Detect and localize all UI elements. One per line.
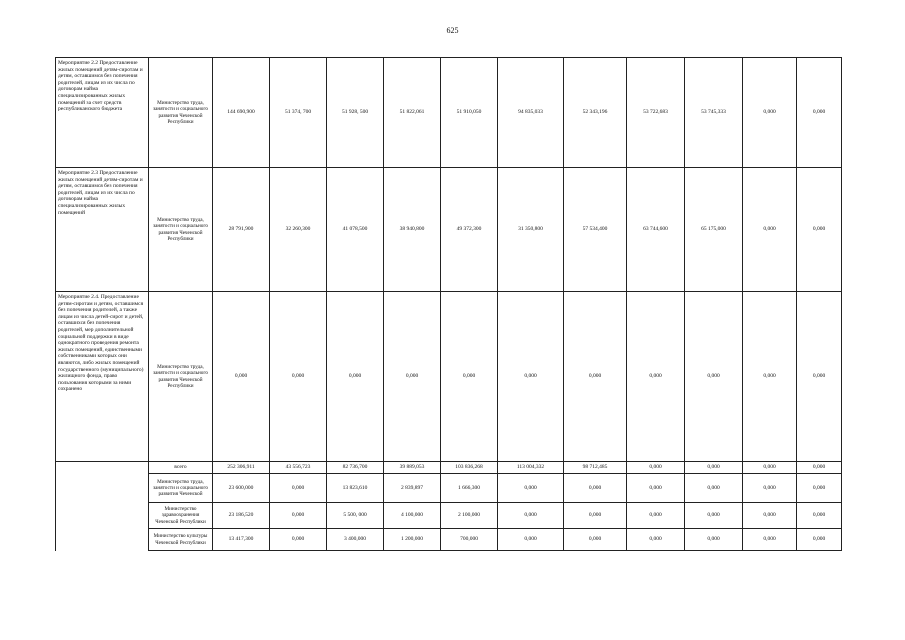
executor-cell: Министерство труда, занятости и социального развития Чеченской Республики bbox=[149, 168, 213, 292]
value-cell: 94 835,033 bbox=[498, 58, 564, 168]
value-cell: 13 823,610 bbox=[327, 474, 384, 503]
measure-description: Мероприятие 2.2 Предоставление жилых помещений детям-сиротам и детям, оставшимся без попечения родителей, лицам из их числа по договорам найма специализированных жилых помещений за счет средств республиканского бюджета bbox=[56, 58, 149, 168]
value-cell: 51 822,061 bbox=[384, 58, 441, 168]
value-cell: 23 186,520 bbox=[213, 503, 270, 529]
value-cell: 0,000 bbox=[627, 462, 685, 474]
value-cell: 0,000 bbox=[564, 503, 627, 529]
value-cell: 0,000 bbox=[743, 474, 797, 503]
executor-cell: Министерство здравоохранения Чеченской Республики bbox=[149, 503, 213, 529]
value-cell: 0,000 bbox=[685, 474, 743, 503]
table-row bbox=[56, 168, 842, 292]
value-cell: 23 600,000 bbox=[213, 474, 270, 503]
measure-description: Мероприятие 2.3 Предоставление жилых помещений детям-сиротам и детям, оставшимся без попечения родителей, лицам из их числа по договорам найма специализированных жилых помещений bbox=[56, 168, 149, 292]
value-cell: 51 928, 500 bbox=[327, 58, 384, 168]
value-cell: 0,000 bbox=[498, 474, 564, 503]
value-cell: 0,000 bbox=[797, 462, 842, 474]
executor-row bbox=[56, 529, 842, 551]
measure-description: Мероприятие 2.4. Предоставление детям-сиротам и детям, оставшимся без попечения родителей, а также лицам из числа детей-сирот и детей, оставшихся без попечения родителей, мер дополнительной социальной поддержки в виде однократного проведения ремонта жилых помещений, единственными собственниками которых они являются, либо жилых помещений государственного (муниципального) жилищного фонда, право пользования которыми за ними сохранено bbox=[56, 292, 149, 462]
executor-row bbox=[56, 474, 842, 503]
executor-cell: Министерство труда, занятости и социального развития Чеченской Республики bbox=[149, 58, 213, 168]
value-cell: 0,000 bbox=[743, 292, 797, 462]
value-cell: 49 372,300 bbox=[441, 168, 498, 292]
value-cell: 0,000 bbox=[797, 529, 842, 551]
value-cell: 4 100,000 bbox=[384, 503, 441, 529]
value-cell: 1 200,000 bbox=[384, 529, 441, 551]
value-cell: 39 889,053 bbox=[384, 462, 441, 474]
value-cell: 0,000 bbox=[685, 462, 743, 474]
value-cell: 144 690,900 bbox=[213, 58, 270, 168]
value-cell: 0,000 bbox=[685, 529, 743, 551]
value-cell: 0,000 bbox=[743, 58, 797, 168]
value-cell: 38 940,800 bbox=[384, 168, 441, 292]
value-cell: 98 712,485 bbox=[564, 462, 627, 474]
value-cell: 32 260,300 bbox=[270, 168, 327, 292]
value-cell: 3 400,000 bbox=[327, 529, 384, 551]
value-cell: 0,000 bbox=[627, 529, 685, 551]
value-cell: 0,000 bbox=[797, 503, 842, 529]
value-cell: 0,000 bbox=[441, 292, 498, 462]
value-cell: 0,000 bbox=[685, 503, 743, 529]
value-cell: 0,000 bbox=[743, 462, 797, 474]
value-cell: 53 722,683 bbox=[627, 58, 685, 168]
executor-cell: Министерство труда, занятости и социального развития Чеченской bbox=[149, 474, 213, 503]
value-cell: 31 350,800 bbox=[498, 168, 564, 292]
value-cell: 0,000 bbox=[564, 529, 627, 551]
value-cell: 41 078,500 bbox=[327, 168, 384, 292]
value-cell: 0,000 bbox=[270, 503, 327, 529]
value-cell: 65 175,000 bbox=[685, 168, 743, 292]
value-cell: 1 666,300 bbox=[441, 474, 498, 503]
value-cell: 0,000 bbox=[498, 529, 564, 551]
value-cell: 0,000 bbox=[498, 292, 564, 462]
value-cell: 0,000 bbox=[797, 58, 842, 168]
value-cell: 252 306,911 bbox=[213, 462, 270, 474]
value-cell: 43 556,723 bbox=[270, 462, 327, 474]
table-row bbox=[56, 292, 842, 462]
value-cell: 51 910,050 bbox=[441, 58, 498, 168]
total-label: всего bbox=[149, 462, 213, 474]
value-cell: 0,000 bbox=[498, 503, 564, 529]
value-cell: 13 417,300 bbox=[213, 529, 270, 551]
executor-cell: Министерство культуры Чеченской Республики bbox=[149, 529, 213, 551]
value-cell: 82 736,700 bbox=[327, 462, 384, 474]
page-number: 625 bbox=[446, 26, 459, 35]
value-cell: 113 004,332 bbox=[498, 462, 564, 474]
value-cell: 0,000 bbox=[270, 474, 327, 503]
value-cell: 0,000 bbox=[564, 292, 627, 462]
value-cell: 0,000 bbox=[384, 292, 441, 462]
value-cell: 52 343,196 bbox=[564, 58, 627, 168]
value-cell: 0,000 bbox=[743, 168, 797, 292]
value-cell: 0,000 bbox=[270, 529, 327, 551]
value-cell: 103 836,268 bbox=[441, 462, 498, 474]
value-cell: 0,000 bbox=[627, 474, 685, 503]
value-cell: 0,000 bbox=[627, 292, 685, 462]
executor-row bbox=[56, 503, 842, 529]
value-cell: 0,000 bbox=[797, 474, 842, 503]
value-cell: 57 534,400 bbox=[564, 168, 627, 292]
value-cell: 0,000 bbox=[327, 292, 384, 462]
total-row bbox=[56, 462, 842, 474]
value-cell: 2 839,897 bbox=[384, 474, 441, 503]
value-cell: 0,000 bbox=[270, 292, 327, 462]
value-cell: 0,000 bbox=[797, 168, 842, 292]
executor-cell: Министерство труда, занятости и социального развития Чеченской Республики bbox=[149, 292, 213, 462]
blank-cell bbox=[56, 462, 149, 551]
budget-table bbox=[55, 57, 842, 551]
value-cell: 0,000 bbox=[627, 503, 685, 529]
value-cell: 63 744,600 bbox=[627, 168, 685, 292]
value-cell: 0,000 bbox=[213, 292, 270, 462]
value-cell: 51 374, 700 bbox=[270, 58, 327, 168]
value-cell: 0,000 bbox=[743, 529, 797, 551]
value-cell: 0,000 bbox=[797, 292, 842, 462]
value-cell: 0,000 bbox=[685, 292, 743, 462]
value-cell: 5 500, 000 bbox=[327, 503, 384, 529]
table-row bbox=[56, 58, 842, 168]
value-cell: 700,000 bbox=[441, 529, 498, 551]
value-cell: 2 100,000 bbox=[441, 503, 498, 529]
value-cell: 0,000 bbox=[564, 474, 627, 503]
value-cell: 28 791,900 bbox=[213, 168, 270, 292]
value-cell: 0,000 bbox=[743, 503, 797, 529]
value-cell: 53 745,333 bbox=[685, 58, 743, 168]
